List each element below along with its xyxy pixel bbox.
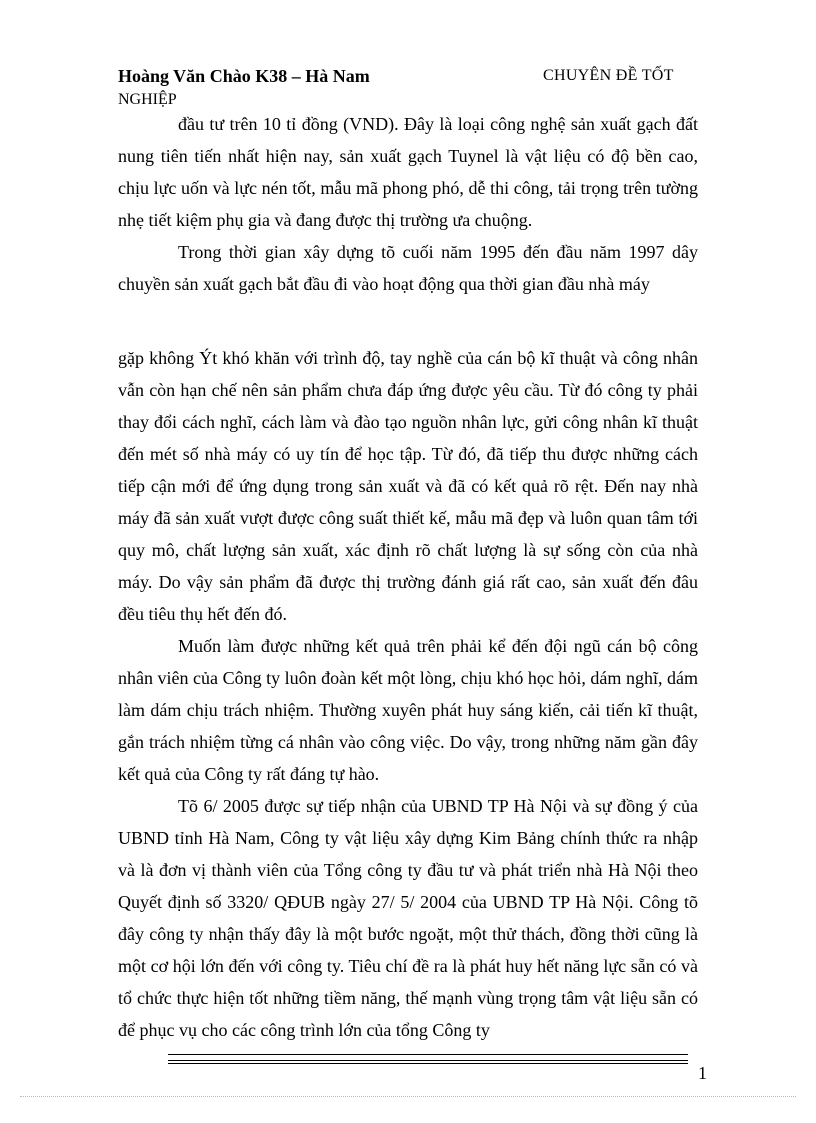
paragraph: Trong thời gian xây dựng tõ cuối năm 1995 đến đầu năm 1997 dây chuyền sản xuất gạch bắt đầu đi vào hoạt động qua thời gian đầu nhà máy <box>118 242 698 294</box>
body-section-bottom <box>118 342 698 1046</box>
header-doc-type-continued: NGHIỆP <box>118 91 177 108</box>
header-author: Hoàng Văn Chào K38 – Hà Nam <box>118 66 370 86</box>
footer-rule <box>168 1063 688 1064</box>
paragraph: gặp không Ýt khó khăn với trình độ, tay nghề của cán bộ kĩ thuật và công nhân vẫn còn hạn chế nên sản phẩm chưa đáp ứng được yêu cầu. Từ đó công ty phải thay đổi cách nghĩ, cách làm và đào tạo nguồn nhân lực, gửi công nhân kĩ thuật đến mét số nhà máy có uy tín để học tập. Từ đó, đã tiếp thu được những cách tiếp cận mới để ứng dụng trong sản xuất và đã có kết quả rõ rệt. Đến nay nhà máy đã sản xuất vượt được công suất thiết kế, mẫu mã đẹp và luôn quan tâm tới quy mô, chất lượng sản xuất, xác định rõ chất lượng là sự sống còn của nhà máy. Do vậy sản phẩm đã được thị trường đánh giá rất cao, sản xuất đến đâu đều tiêu thụ hết đến đó. <box>118 348 698 624</box>
paragraph: đầu tư trên 10 tỉ đồng (VND). Đây là loại công nghệ sản xuất gạch đất nung tiên tiến nhất hiện nay, sản xuất gạch Tuynel là vật liệu có độ bền cao, chịu lực uốn và lực nén tốt, mẫu mã phong phó, dễ thi công, tải trọng trên tường nhẹ tiết kiệm phụ gia và đang được thị trường ưa chuộng. <box>118 114 698 230</box>
paragraph: Tõ 6/ 2005 được sự tiếp nhận của UBND TP Hà Nội và sự đồng ý của UBND tỉnh Hà Nam, Công ty vật liệu xây dựng Kim Bảng chính thức ra nhập và là đơn vị thành viên của Tổng công ty đầu tư và phát triển nhà Hà Nội theo Quyết định số 3320/ QĐUB ngày 27/ 5/ 2004 của UBND TP Hà Nội. Công tõ đây công ty nhận thấy đây là một bước ngoặt, một thử thách, đồng thời cũng là một cơ hội lớn đến với công ty. Tiêu chí đề ra là phát huy hết năng lực sẵn có và tổ chức thực hiện tốt những tiềm năng, thế mạnh vùng trọng tâm vật liệu sẵn có để phục vụ cho các công trình lớn của tổng Công ty <box>118 796 698 1040</box>
footer-double-rule <box>168 1054 688 1061</box>
page-number: 1 <box>698 1063 707 1083</box>
paragraph: Muốn làm được những kết quả trên phải kể đến đội ngũ cán bộ công nhân viên của Công ty luôn đoàn kết một lòng, chịu khó học hỏi, dám nghĩ, dám làm dám chịu trách nhiệm. Thường xuyên phát huy sáng kiến, cải tiến kĩ thuật, gắn trách nhiệm từng cá nhân vào công việc. Do vậy, trong những năm gần đây kết quả của Công ty rất đáng tự hào. <box>118 636 698 784</box>
header-doc-type: CHUYÊN ĐỀ TỐT <box>543 67 674 84</box>
body-section-top <box>118 108 698 300</box>
page-edge-divider <box>20 1096 796 1097</box>
